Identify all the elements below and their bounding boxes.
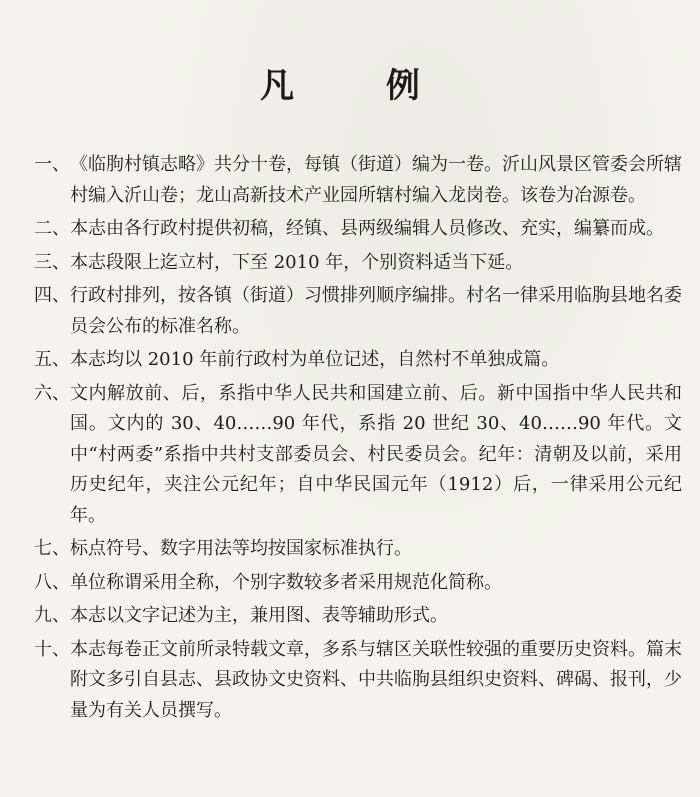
item-text: 本志以文字记述为主，兼用图、表等辅助形式。 <box>70 605 448 626</box>
item-text: 标点符号、数字用法等均按国家标准执行。 <box>70 538 412 559</box>
item-number: 六、 <box>34 382 70 404</box>
list-item <box>34 601 682 632</box>
list-item <box>34 214 682 245</box>
item-number: 五、 <box>34 349 70 370</box>
item-text: 《临朐村镇志略》共分十卷，每镇（街道）编为一卷。沂山风景区管委会所辖村编入沂山卷；龙山高新技术产业园所辖村编入龙岗卷。该卷为冶源卷。 <box>70 154 682 206</box>
page-title: 凡 例 <box>260 66 460 106</box>
item-text: 本志由各行政村提供初稿，经镇、县两级编辑人员修改、充实，编纂而成。 <box>70 218 664 239</box>
item-number: 八、 <box>34 571 70 593</box>
item-text: 本志均以 2010 年前行政村为单位记述，自然村不单独成篇。 <box>70 349 560 370</box>
item-list <box>34 150 682 729</box>
list-item <box>34 345 682 376</box>
list-item <box>34 150 682 211</box>
list-item <box>34 568 682 599</box>
item-text: 本志段限上迄立村，下至 2010 年，个别资料适当下延。 <box>70 251 524 273</box>
item-number: 二、 <box>34 218 70 239</box>
item-text: 单位称谓采用全称，个别字数较多者采用规范化简称。 <box>70 571 502 593</box>
item-number: 一、 <box>34 154 70 175</box>
item-number: 三、 <box>34 251 70 273</box>
list-item <box>34 248 682 279</box>
item-text: 文内解放前、后，系指中华人民共和国建立前、后。新中国指中华人民共和国。文内的 30、40……90 年代，系指 20 世纪 30、40……90 年代。文中“村两委”系指中共村支部委员会、村民委员会。纪年：清朝及以前，采用历史纪年，夹注公元纪年；自中华民国元年（1912）后，一律采用公元纪年。 <box>70 382 682 526</box>
list-item <box>34 635 682 727</box>
item-number: 四、 <box>34 285 70 306</box>
list-item <box>34 281 682 342</box>
list-item <box>34 534 682 565</box>
item-number: 七、 <box>34 538 70 559</box>
item-text: 行政村排列，按各镇（街道）习惯排列顺序编排。村名一律采用临朐县地名委员会公布的标准名称。 <box>70 285 682 337</box>
item-text: 本志每卷正文前所录特载文章，多系与辖区关联性较强的重要历史资料。篇末附文多引自县志、县政协文史资料、中共临朐县组织史资料、碑碣、报刊，少量为有关人员撰写。 <box>70 638 682 721</box>
item-number: 九、 <box>34 605 70 626</box>
list-item <box>34 379 682 532</box>
item-number: 十、 <box>34 638 70 660</box>
